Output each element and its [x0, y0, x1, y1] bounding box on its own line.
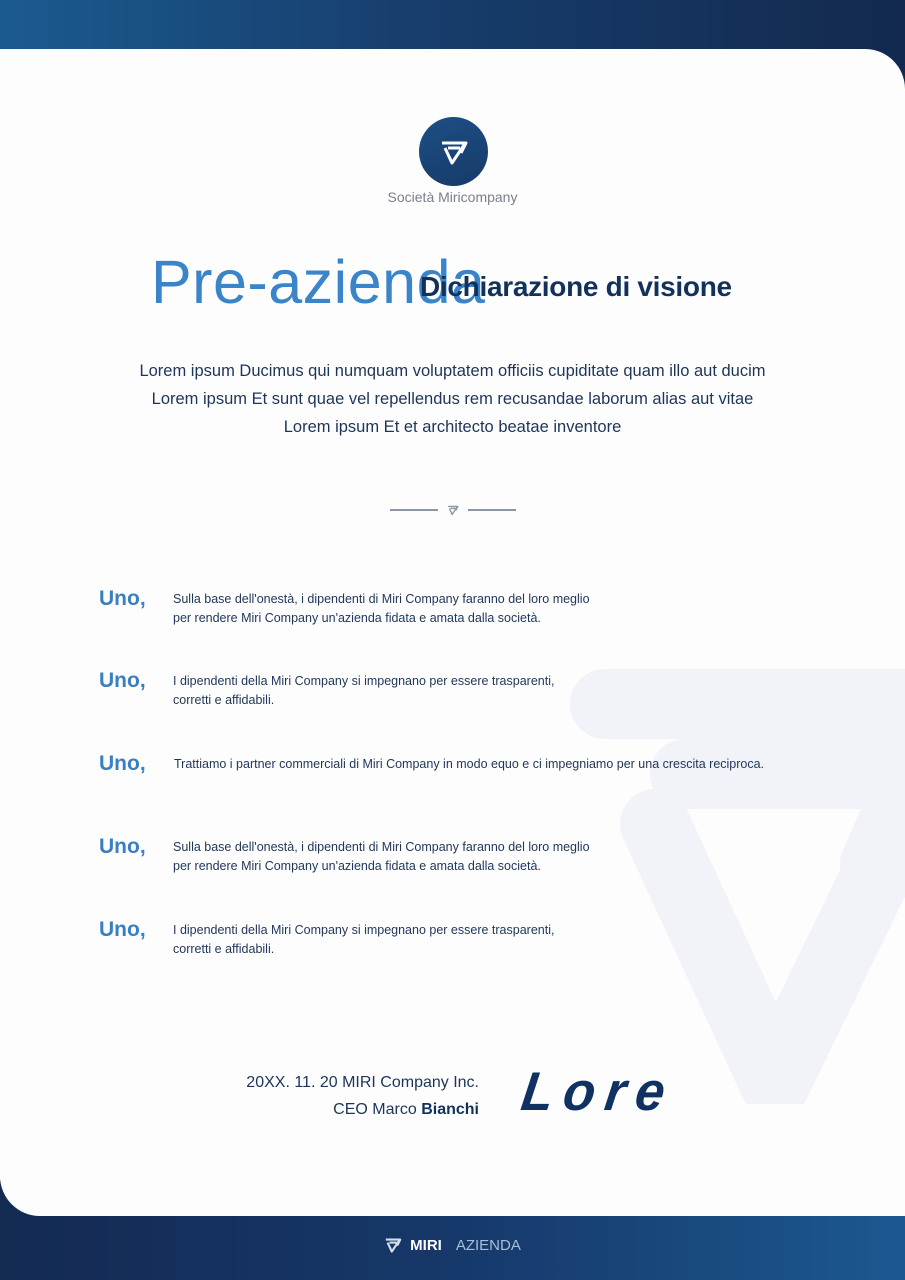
divider-line — [390, 509, 438, 511]
value-text-line: corretti e affidabili. — [173, 942, 275, 956]
value-text — [173, 919, 554, 959]
value-text — [173, 588, 590, 628]
small-logo-icon — [446, 504, 460, 516]
value-item — [99, 753, 764, 774]
footer-brand-bold: MIRI — [410, 1236, 442, 1254]
page-subtitle: Dichiarazione di visione — [420, 271, 732, 302]
value-text — [173, 836, 590, 876]
document-page — [0, 49, 905, 1216]
value-label: Uno, — [99, 587, 146, 610]
value-item — [99, 588, 590, 628]
value-text-line: I dipendenti della Miri Company si impegnano per essere trasparenti, — [173, 674, 555, 688]
footer-brand — [0, 1236, 905, 1254]
watermark-logo-icon — [545, 634, 905, 1104]
signature-ceo — [246, 1096, 479, 1123]
intro-line: Lorem ipsum Et sunt quae vel repellendus rem recusandae laborum alias aut vitae — [151, 390, 754, 408]
divider-line — [468, 509, 516, 511]
value-item — [99, 836, 590, 876]
signature-block — [246, 1069, 479, 1123]
ceo-name-prefix: CEO Marco — [333, 1101, 417, 1118]
handwritten-signature: Lore — [517, 1061, 679, 1123]
footer-logo-icon — [384, 1236, 402, 1254]
value-text-line: I dipendenti della Miri Company si impegnano per essere trasparenti, — [173, 923, 555, 937]
company-name: Società Miricompany — [387, 189, 518, 205]
value-item — [99, 670, 554, 710]
section-divider — [390, 503, 516, 517]
page-title: Pre-azienda — [151, 248, 486, 316]
company-logo — [419, 117, 488, 186]
ceo-surname: Bianchi — [421, 1101, 479, 1118]
footer-brand-light: AZIENDA — [455, 1236, 521, 1254]
triangle-logo-icon — [439, 137, 469, 167]
value-label: Uno, — [99, 918, 146, 941]
value-label: Uno, — [99, 752, 146, 775]
value-text-line: Trattiamo i partner commerciali di Miri Company in modo equo e ci impegniamo per una crescita reciproca. — [174, 757, 765, 771]
intro-line: Lorem ipsum Et et architecto beatae inventore — [283, 418, 622, 436]
signature-date-company: 20XX. 11. 20 MIRI Company Inc. — [246, 1074, 479, 1091]
value-text — [173, 753, 764, 774]
value-text-line: corretti e affidabili. — [173, 693, 275, 707]
value-text-line: per rendere Miri Company un'azienda fidata e amata dalla società. — [173, 611, 541, 625]
value-label: Uno, — [99, 669, 146, 692]
value-text — [173, 670, 554, 710]
intro-line: Lorem ipsum Ducimus qui numquam voluptatem officiis cupiditate quam illo aut ducim — [139, 362, 766, 380]
value-item — [99, 919, 554, 959]
value-text-line: per rendere Miri Company un'azienda fidata e amata dalla società. — [173, 859, 541, 873]
value-text-line: Sulla base dell'onestà, i dipendenti di Miri Company faranno del loro meglio — [173, 592, 590, 606]
intro-paragraph — [60, 357, 845, 441]
value-label: Uno, — [99, 835, 146, 858]
value-text-line: Sulla base dell'onestà, i dipendenti di Miri Company faranno del loro meglio — [173, 840, 590, 854]
